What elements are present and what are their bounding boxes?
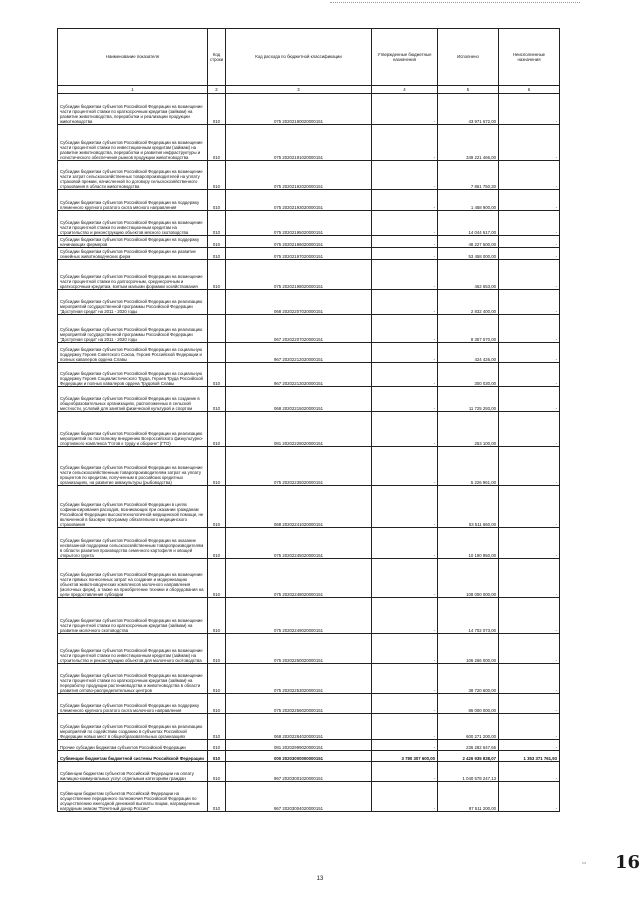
row-code: 010 [208,528,226,559]
row-kbk: 067 20202207020000151 [226,315,372,343]
row-approved: - [372,486,438,528]
row-approved: - [372,161,438,190]
table-row [58,260,560,290]
row-code: 010 [208,190,226,211]
row-name: Субсидии бюджетам субъектов Российской Федерации на возмещение части процентной ставки по краткосрочным кредитам (займам) на развитие молочного скотоводства [58,598,208,634]
row-kbk: 075 20202197020000151 [226,248,372,260]
row-code: 010 [208,751,226,762]
row-unexecuted: - [499,248,560,260]
row-unexecuted: - [499,125,560,161]
row-name: Субвенции бюджетам субъектов Российской Федерации на осуществление переданного полномочия Российской Федерации по осуществлению ежегодной денежной выплаты лицам, награжденным нагрудным знаком "Почетный донор России" [58,782,208,812]
col-number: 2 [208,86,226,94]
table-row [58,598,560,634]
row-code: 010 [208,559,226,598]
row-approved: - [372,211,438,236]
row-executed: 43 971 672,00 [438,94,499,125]
table-row [58,694,560,714]
row-code: 010 [208,664,226,694]
row-executed: 106 266 000,00 [438,634,499,664]
row-kbk: 068 20202207020000151 [226,290,372,315]
row-unexecuted: - [499,782,560,812]
budget-report-table [57,28,560,812]
row-kbk: 075 20202196020000151 [226,236,372,248]
row-name: Субсидии бюджетам субъектов Российской Федерации на социальную поддержку Героев Советского Союза, Героев Российской Федерации и полных кавалеров ордена Славы [58,343,208,363]
row-unexecuted: - [499,236,560,248]
row-code: 010 [208,782,226,812]
row-executed: 462 653,00 [438,260,499,290]
row-unexecuted: - [499,412,560,447]
row-approved: - [372,125,438,161]
row-unexecuted: - [499,343,560,363]
table-row [58,190,560,211]
row-approved: - [372,190,438,211]
row-name: Субсидии бюджетам субъектов Российской Федерации на реализацию мероприятий по поэтапному внедрению Всероссийского физкультурно-спортивного комплекса "Готов к труду и обороне" (ГТО) [58,412,208,447]
row-unexecuted: - [499,559,560,598]
table-row [58,782,560,812]
row-approved: - [372,694,438,714]
row-name: Субсидии бюджетам субъектов Российской Федерации на оказание несвязанной поддержки сельскохозяйственным товаропроизводителям в области развития производства семенного картофеля и овощей открытого грунта [58,528,208,559]
table-row [58,486,560,528]
column-number-row [58,86,560,94]
row-executed: 53 511 660,00 [438,486,499,528]
row-code: 010 [208,694,226,714]
row-code [208,315,226,343]
row-name: Субсидии бюджетам субъектов Российской Федерации на возмещение части сельскохозяйственным товаропроизводителям затрат на уплату процентов по кредитам, полученным в российских кредитных организациях, на развитие аквакультуры (рыбоводства) [58,447,208,486]
row-code: 010 [208,211,226,236]
header-classif: Код расхода по бюджетной классификации [226,29,372,86]
row-approved: - [372,664,438,694]
row-unexecuted: - [499,363,560,387]
table-row [58,762,560,782]
row-executed: 300 030,00 [438,363,499,387]
top-divider [330,2,580,4]
row-kbk: 075 20202198020000151 [226,260,372,290]
row-name: Субсидии бюджетам субъектов Российской Федерации на возмещение части затрат сельскохозяйственных товаропроизводителей на уплату страховой премии, начисленной по договору сельскохозяйственного страхования в области животноводства [58,161,208,190]
table-row [58,559,560,598]
row-unexecuted: - [499,161,560,190]
table-row [58,751,560,762]
row-name: Субсидии бюджетам субъектов Российской Федерации на возмещение части процентной ставки по краткосрочным кредитам (займам) на развитие животноводства, переработки и реализации продукции животноводства [58,94,208,125]
table-row [58,528,560,559]
row-executed: 7 861 750,30 [438,161,499,190]
row-name: Субвенции бюджетам бюджетной системы Российской Федерации [58,751,208,762]
row-approved: - [372,315,438,343]
row-kbk: 068 20202284020000151 [226,714,372,740]
row-approved: - [372,559,438,598]
table-row [58,714,560,740]
row-executed: 2 832 400,00 [438,290,499,315]
row-unexecuted: - [499,211,560,236]
table-row [58,634,560,664]
header-name: Наименование показателя [58,29,208,86]
row-unexecuted: - [499,94,560,125]
row-code: 010 [208,387,226,412]
col-number: 6 [499,86,560,94]
row-name: Субвенции бюджетам субъектов Российской Федерации на оплату жилищно-коммунальных услуг отдельным категориям граждан [58,762,208,782]
row-executed: 14 702 073,00 [438,598,499,634]
row-executed: 2 426 935 838,07 [438,751,499,762]
row-executed: 600 271 200,00 [438,714,499,740]
row-approved: - [372,598,438,634]
row-unexecuted: - [499,762,560,782]
row-code: 010 [208,598,226,634]
row-executed: 14 044 617,00 [438,211,499,236]
row-name: Субсидии бюджетам субъектов Российской Федерации на поддержку племенного крупного рогатого скота молочного направления [58,694,208,714]
row-unexecuted: - [499,694,560,714]
row-approved: - [372,740,438,751]
row-unexecuted: - [499,528,560,559]
row-kbk: 075 20202248020000151 [226,559,372,598]
row-kbk: 075 20202195020000151 [226,211,372,236]
row-code: 010 [208,363,226,387]
row-kbk: 075 20202256020000151 [226,694,372,714]
row-approved: 3 780 307 600,00 [372,751,438,762]
handwritten-page-stamp: 16 [615,852,640,873]
table-row [58,125,560,161]
table-row [58,315,560,343]
row-unexecuted: - [499,260,560,290]
row-unexecuted: 1 353 371 761,93 [499,751,560,762]
table-row [58,236,560,248]
row-executed: 53 458 000,00 [438,248,499,260]
row-code: 010 [208,714,226,740]
col-number: 3 [226,86,372,94]
table-body [58,94,560,812]
header-unexecuted: Неисполненные назначения [499,29,560,86]
row-unexecuted: - [499,290,560,315]
table-row [58,161,560,190]
row-approved: - [372,412,438,447]
row-executed: 5 226 961,00 [438,447,499,486]
row-unexecuted: - [499,664,560,694]
page-number: 13 [316,876,324,882]
row-executed: 1 458 900,00 [438,190,499,211]
col-number: 1 [58,86,208,94]
row-kbk: 967 20203004020000151 [226,782,372,812]
row-name: Субсидии бюджетам субъектов Российской Федерации на возмещение части процентной ставки по инвестиционным кредитам (займам) на развитие животноводства, переработки и развития инфраструктуры и логистического обеспечения рынков продукции животноводства [58,125,208,161]
row-unexecuted: - [499,387,560,412]
row-unexecuted: - [499,190,560,211]
table-row [58,343,560,363]
row-kbk: 967 20202212020000151 [226,343,372,363]
header-code: Код строки [208,29,226,86]
row-executed: 11 725 293,00 [438,387,499,412]
row-code: 010 [208,740,226,751]
row-kbk: 075 20202191020000151 [226,125,372,161]
row-code: 010 [208,94,226,125]
row-name: Субсидии бюджетам субъектов Российской Федерации на развитие семейных животноводческих ферм [58,248,208,260]
row-approved: - [372,447,438,486]
row-code [208,343,226,363]
table-row [58,290,560,315]
row-code: 010 [208,125,226,161]
row-approved: - [372,290,438,315]
row-name: Субсидии бюджетам субъектов Российской Федерации на возмещение части процентной ставки по инвестиционным кредитам (займам) на строительство и реконструкцию объектов для молочного скотоводства [58,634,208,664]
row-approved: - [372,363,438,387]
row-name: Субсидии бюджетам субъектов Российской Федерации на возмещение части процентной ставки по инвестиционным кредитам на строительство и реконструкцию объектов мясного скотоводства [58,211,208,236]
row-name: Субсидии бюджетам субъектов Российской Федерации на возмещение части процентной ставки по долгосрочным, среднесрочным и краткосрочным кредитам, взятым малыми формами хозяйствования [58,260,208,290]
table-row [58,387,560,412]
row-name: Прочие субсидии бюджетам субъектов Российской Федерации [58,740,208,751]
row-approved: - [372,634,438,664]
row-executed: 8 357 570,00 [438,315,499,343]
row-approved: - [372,236,438,248]
row-unexecuted: - [499,714,560,740]
row-code: 010 [208,260,226,290]
row-kbk: 000 20203000000000151 [226,751,372,762]
row-approved: - [372,343,438,363]
row-name: Субсидии бюджетам субъектов Российской Федерации на поддержку начинающих фермеров [58,236,208,248]
row-name: Субсидии бюджетам субъектов Российской Федерации на реализацию мероприятий по содействию созданию в субъектах Российской Федерации новых мест в общеобразовательных организациях [58,714,208,740]
row-approved: - [372,782,438,812]
row-code: 010 [208,486,226,528]
table-row [58,363,560,387]
table-row [58,211,560,236]
row-name: Субсидии бюджетам субъектов Российской Федерации на реализацию мероприятий государственной программы Российской Федерации "Доступная среда" на 2011 - 2020 годы [58,315,208,343]
row-name: Субсидии бюджетам субъектов Российской Федерации на возмещение части прямых понесенных затрат на создание и модернизацию объектов животноводческих комплексов молочного направления (молочных ферм), а также на приобретение техники и оборудования на цели предоставления субсидии [58,559,208,598]
row-executed: 108 000 000,00 [438,559,499,598]
row-unexecuted: - [499,486,560,528]
row-name: Субсидии бюджетам субъектов Российской Федерации на создание в общеобразовательных организациях, расположенных в сельской местности, условий для занятий физической культурой и спортом [58,387,208,412]
row-name: Субсидии бюджетам субъектов Российской Федерации на социальную поддержку Героев Социалистического Труда, Героев Труда Российской Федерации и полных кавалеров ордена Трудовой Славы [58,363,208,387]
row-kbk: 081 20202999020000151 [226,740,372,751]
row-executed: 38 720 600,00 [438,664,499,694]
row-kbk: 075 20202245020000151 [226,528,372,559]
row-unexecuted: - [499,315,560,343]
row-kbk: 075 20202193020000151 [226,190,372,211]
row-executed: 86 000 000,00 [438,694,499,714]
row-kbk: 967 20202213020000151 [226,363,372,387]
row-approved: - [372,248,438,260]
row-approved: - [372,528,438,559]
row-code: 010 [208,236,226,248]
row-unexecuted: - [499,598,560,634]
row-code: 010 [208,762,226,782]
header-executed: Исполнено [438,29,499,86]
row-approved: - [372,94,438,125]
table-row [58,94,560,125]
row-name: Субсидии бюджетам субъектов Российской Федерации на поддержку племенного крупного рогатого скота мясного направления [58,190,208,211]
row-executed: 253 100,00 [438,412,499,447]
row-executed: 1 040 578 247,13 [438,762,499,782]
row-unexecuted: - [499,740,560,751]
row-kbk: 075 20202192020000151 [226,161,372,190]
row-name: Субсидии бюджетам субъектов Российской Федерации в целях софинансирования расходов, возникающих при оказании гражданам Российской Федерации высокотехнологичной медицинской помощи, не включенной в базовую программу обязательного медицинского страхования [58,486,208,528]
row-kbk: 075 20202249020000151 [226,598,372,634]
table-row [58,412,560,447]
row-code: 010 [208,248,226,260]
row-kbk: 068 20202215020000151 [226,387,372,412]
row-kbk: 075 20202190020000151 [226,94,372,125]
row-approved: - [372,762,438,782]
row-approved: - [372,387,438,412]
row-unexecuted: - [499,447,560,486]
row-kbk: 967 20203001020000151 [226,762,372,782]
table-row [58,664,560,694]
row-unexecuted: - [499,634,560,664]
col-number: 5 [438,86,499,94]
row-approved: - [372,260,438,290]
row-executed: 97 511 200,00 [438,782,499,812]
row-code: 010 [208,634,226,664]
row-kbk: 075 20202250020000151 [226,634,372,664]
table-row [58,740,560,751]
row-code [208,290,226,315]
row-code: 010 [208,447,226,486]
row-name: Субсидии бюджетам субъектов Российской Федерации на возмещение части процентной ставки по краткосрочным кредитам (займам) на переработку продукции растениеводства и животноводства в области развития оптово-распределительных центров [58,664,208,694]
row-executed: 48 227 500,00 [438,236,499,248]
row-kbk: 075 20202253020000151 [226,664,372,694]
table-row [58,447,560,486]
row-executed: 424 426,00 [438,343,499,363]
row-code: 010 [208,412,226,447]
row-name: Субсидии бюджетам субъектов Российской Федерации на реализацию мероприятий государственной программы Российской Федерации "Доступная среда" на 2011 - 2020 годы [58,290,208,315]
row-code: 010 [208,161,226,190]
row-approved: - [372,714,438,740]
table-header-row [58,29,560,86]
row-kbk: 068 20202241020000151 [226,486,372,528]
row-kbk: 081 20202228020000151 [226,412,372,447]
row-executed: 10 190 950,00 [438,528,499,559]
col-number: 4 [372,86,438,94]
header-approved: Утвержденные бюджетные назначения [372,29,438,86]
row-kbk: 075 20202235020000151 [226,447,372,486]
row-executed: 349 221 466,00 [438,125,499,161]
stamp-note: ••• [582,860,587,865]
table-row [58,248,560,260]
row-executed: 236 282 647,66 [438,740,499,751]
